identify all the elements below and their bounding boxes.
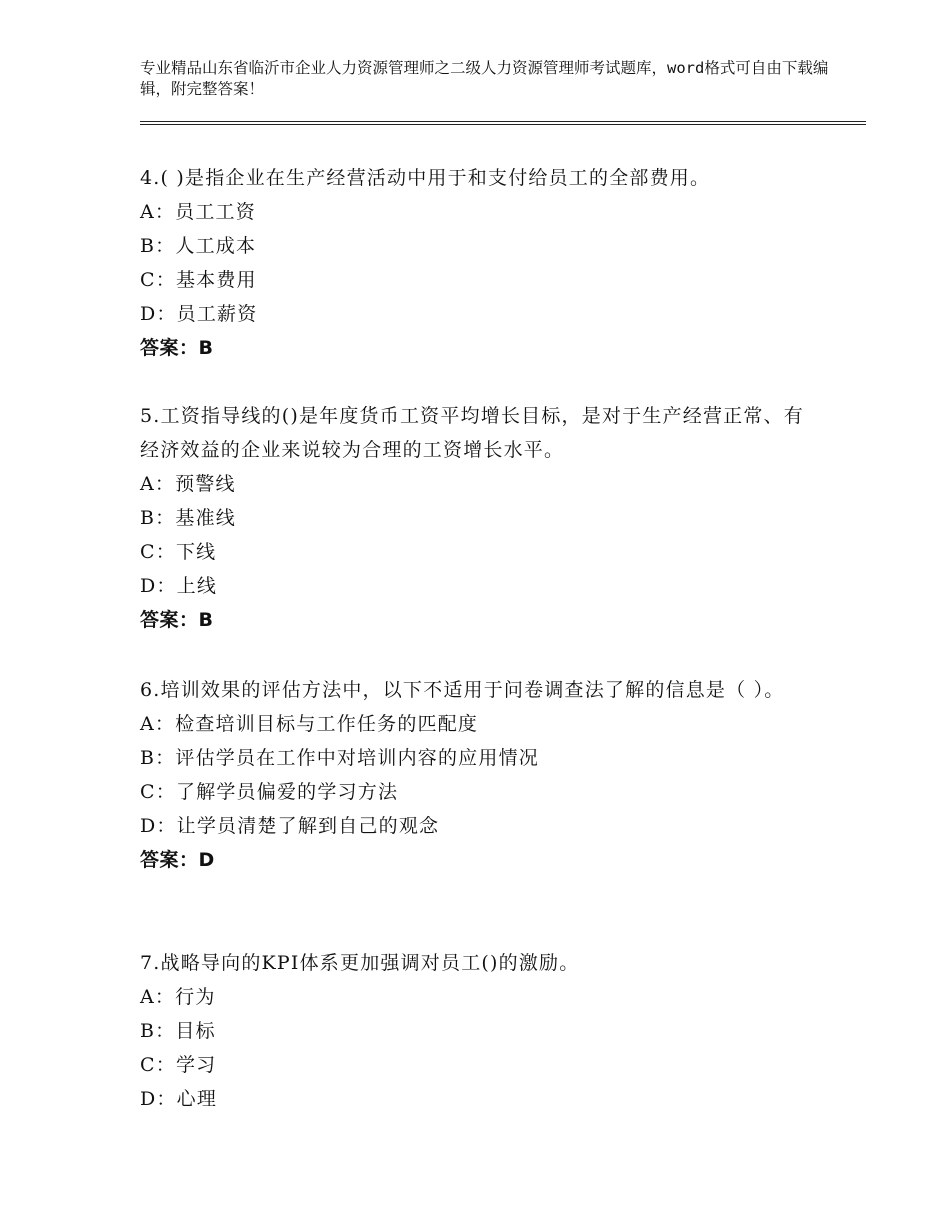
option-a: A：检查培训目标与工作任务的匹配度 <box>140 713 479 735</box>
option-b: B：评估学员在工作中对培训内容的应用情况 <box>140 747 539 769</box>
option-b: B：基准线 <box>140 507 236 529</box>
option-a: A：预警线 <box>140 473 236 495</box>
question-4 <box>140 161 820 365</box>
option-d: D：上线 <box>140 575 218 597</box>
question-6 <box>140 673 820 877</box>
answer-label: 答案：B <box>140 337 214 359</box>
option-d: D：员工薪资 <box>140 303 258 325</box>
header-divider-bottom <box>140 124 866 125</box>
question-stem: 6.培训效果的评估方法中，以下不适用于问卷调查法了解的信息是（ ）。 <box>140 679 785 701</box>
option-d: D：心理 <box>140 1088 218 1110</box>
question-7 <box>140 946 820 1116</box>
header-divider-top <box>140 121 866 122</box>
option-b: B：目标 <box>140 1020 216 1042</box>
document-header: 专业精品山东省临沂市企业人力资源管理师之二级人力资源管理师考试题库，word格式可自由下载编辑，附完整答案！ <box>140 59 829 98</box>
option-a: A：员工工资 <box>140 201 256 223</box>
option-c: C：了解学员偏爱的学习方法 <box>140 781 399 803</box>
option-a: A：行为 <box>140 986 216 1008</box>
answer-label: 答案：D <box>140 849 215 871</box>
option-c: C：学习 <box>140 1054 217 1076</box>
question-stem: 5.工资指导线的()是年度货币工资平均增长目标，是对于生产经营正常、有经济效益的企业来说较为合理的工资增长水平。 <box>140 405 804 461</box>
question-5 <box>140 399 820 637</box>
option-c: C：基本费用 <box>140 269 257 291</box>
option-b: B：人工成本 <box>140 235 257 257</box>
question-stem: 4.( )是指企业在生产经营活动中用于和支付给员工的全部费用。 <box>140 167 711 189</box>
option-d: D：让学员清楚了解到自己的观念 <box>140 815 440 837</box>
option-c: C：下线 <box>140 541 217 563</box>
answer-label: 答案：B <box>140 609 214 631</box>
question-stem: 7.战略导向的KPI体系更加强调对员工()的激励。 <box>140 952 580 974</box>
